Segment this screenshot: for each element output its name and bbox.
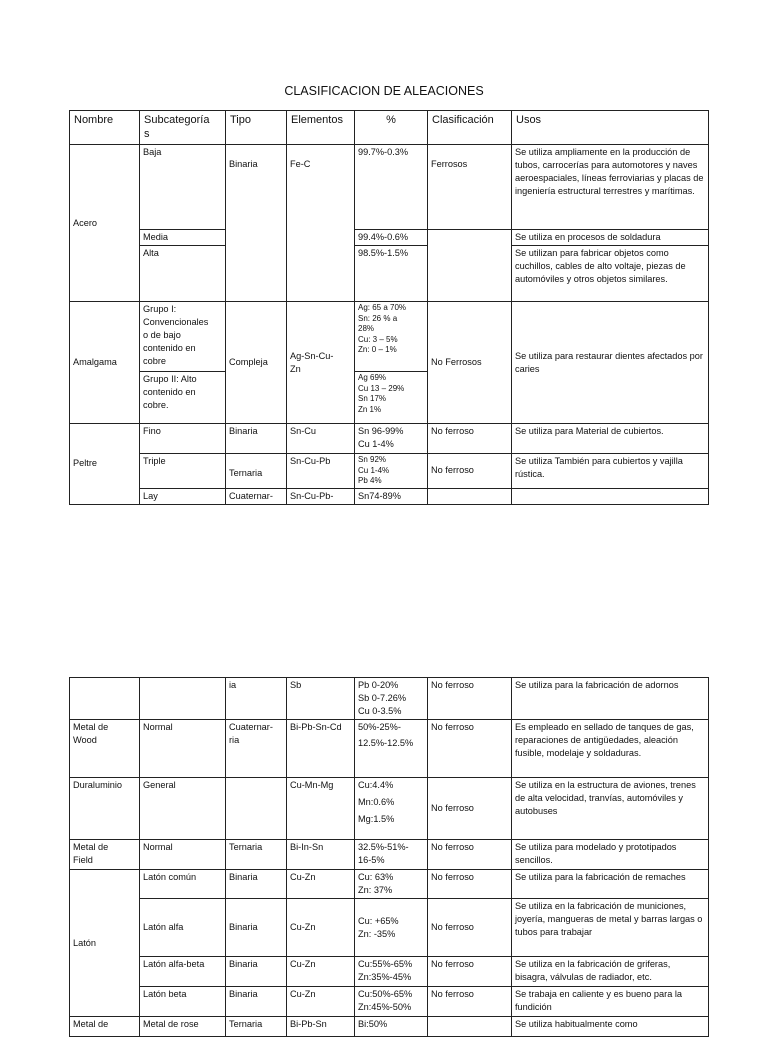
cell-pct: Sn 92% Cu 1-4% Pb 4% [355,454,428,489]
header-tipo: Tipo [226,111,287,145]
cell-usos: Se utilizan para fabricar objetos como cuchillos, cables de alto voltaje, piezas de automóviles y otros objetos similares. [512,246,709,302]
cell-pct: 99.7%-0.3% [355,145,428,230]
cell-clasificacion [428,1017,512,1037]
cell-pct: Bi:50% [355,1017,428,1037]
cell-pct: Cu:50%-65% Zn:45%-50% [355,987,428,1017]
cell-clasificacion [428,145,512,230]
cell-tipo: Binaria [226,870,287,899]
cell-tipo: ia [226,678,287,720]
cell-clasificacion: No ferroso [428,720,512,778]
table-row [70,870,709,899]
cell-pct: 98.5%-1.5% [355,246,428,302]
cell-clasificacion: No ferroso [428,424,512,454]
alloy-table-page-2 [69,677,709,1037]
cell-nombre: Duraluminio [70,778,140,840]
cell-tipo: Cuaternar- [226,488,287,504]
table-row [70,302,709,372]
table-row [70,145,709,230]
cell-usos: Se utiliza para Material de cubiertos. [512,424,709,454]
header-pct: % [355,111,428,145]
header-nombre: Nombre [70,111,140,145]
cell-nombre: Amalgama [70,302,140,424]
cell-pct: Pb 0-20% Sb 0-7.26% Cu 0-3.5% [355,678,428,720]
cell-pct: Cu: +65% Zn: -35% [355,899,428,957]
cell-sub: Alta [140,246,226,302]
cell-elementos: Sn-Cu [287,424,355,454]
cell-usos: Se utiliza para restaurar dientes afectados por caries [512,302,709,424]
cell-nombre-empty [70,678,140,720]
table-row [70,899,709,957]
cell-sub: Latón alfa-beta [140,957,226,987]
cell-nombre: Acero [70,145,140,302]
document-title: CLASIFICACION DE ALEACIONES [284,84,484,98]
table-row [70,778,709,840]
cell-tipo: Compleja [226,302,287,424]
cell-tipo: Ternaria [226,840,287,870]
cell-usos: Se utiliza en la fabricación de municiones, joyería, mangueras de metal y barras largas o tubos para trabajar [512,899,709,957]
cell-sub: Triple [140,454,226,489]
cell-sub: Media [140,230,226,246]
cell-pct: Sn74-89% [355,488,428,504]
header-usos: Usos [512,111,709,145]
cell-usos: Se utiliza en la fabricación de griferas, bisagra, válvulas de radiador, etc. [512,957,709,987]
table-row [70,454,709,489]
cell-pct: 99.4%-0.6% [355,230,428,246]
cell-usos: Se utiliza ampliamente en la producción de tubos, carrocerías para automotores y naves aeroespaciales, líneas ferroviarias y placas de ingeniería estructural terrestres y marítimas. [512,145,709,230]
cell-elementos: Bi-Pb-Sn [287,1017,355,1037]
table-row [70,1017,709,1037]
table-row [70,987,709,1017]
cell-pct: 32.5%-51%- 16-5% [355,840,428,870]
cell-sub: Latón alfa [140,899,226,957]
tipo-text: Binaria [229,159,258,169]
cell-tipo [226,145,287,302]
elementos-text: Fe-C [290,159,311,169]
cell-tipo: Cuaternar- ria [226,720,287,778]
cell-sub: Baja [140,145,226,230]
cell-elementos: Sb [287,678,355,720]
cell-elementos: Cu-Zn [287,870,355,899]
cell-pct: Cu:4.4% Mn:0.6% Mg:1.5% [355,778,428,840]
cell-tipo [226,778,287,840]
cell-sub: Normal [140,840,226,870]
clasificacion-text: Ferrosos [431,159,468,169]
cell-elementos: Sn-Cu-Pb- [287,488,355,504]
cell-pct: 50%-25%- 12.5%-12.5% [355,720,428,778]
cell-clasificacion-empty [428,230,512,302]
cell-usos: Se utiliza para la fabricación de adornos [512,678,709,720]
cell-clasificacion: No Ferrosos [428,302,512,424]
cell-pct: Cu: 63% Zn: 37% [355,870,428,899]
alloy-table-page-1 [69,110,709,505]
cell-tipo: Binaria [226,424,287,454]
cell-elementos: Cu-Mn-Mg [287,778,355,840]
cell-elementos [287,145,355,302]
cell-elementos: Ag-Sn-Cu- Zn [287,302,355,424]
cell-usos: Se utiliza habitualmente como [512,1017,709,1037]
header-elementos: Elementos [287,111,355,145]
cell-elementos: Cu-Zn [287,987,355,1017]
cell-usos: Se utiliza para la fabricación de remaches [512,870,709,899]
cell-nombre: Latón [70,870,140,1017]
cell-usos: Se utiliza También para cubiertos y vajilla rústica. [512,454,709,489]
cell-clasificacion: No ferroso [428,840,512,870]
cell-tipo: Ternaria [226,1017,287,1037]
cell-elementos: Cu-Zn [287,957,355,987]
cell-usos: Se utiliza en la estructura de aviones, trenes de alta velocidad, tranvías, automóviles y autobuses [512,778,709,840]
table-row [70,678,709,720]
cell-elementos: Sn-Cu-Pb [287,454,355,489]
cell-sub: Lay [140,488,226,504]
cell-sub: Latón común [140,870,226,899]
header-row [70,111,709,145]
header-clasificacion: Clasificación [428,111,512,145]
cell-nombre: Metal de [70,1017,140,1037]
cell-nombre: Peltre [70,424,140,505]
cell-clasificacion: No ferroso [428,454,512,489]
cell-tipo: Binaria [226,957,287,987]
cell-usos-empty [512,488,709,504]
table-row [70,424,709,454]
cell-pct: Sn 96-99% Cu 1-4% [355,424,428,454]
table-row [70,230,709,246]
cell-pct: Cu:55%-65% Zn:35%-45% [355,957,428,987]
cell-sub: Normal [140,720,226,778]
cell-pct: Ag: 65 a 70% Sn: 26 % a 28% Cu: 3 – 5% Zn: 0 – 1% [355,302,428,372]
tipo-text: Ternaria [229,468,263,478]
cell-clasificacion: No ferroso [428,987,512,1017]
table-row [70,246,709,302]
cell-elementos: Bi-Pb-Sn-Cd [287,720,355,778]
cell-clasificacion: No ferroso [428,678,512,720]
cell-clasificacion: No ferroso [428,957,512,987]
cell-clasificacion: No ferroso [428,899,512,957]
cell-sub: Fino [140,424,226,454]
cell-sub: General [140,778,226,840]
cell-elementos: Cu-Zn [287,899,355,957]
cell-nombre: Metal de Field [70,840,140,870]
cell-clasificacion: No ferroso [428,778,512,840]
cell-usos: Se utiliza para modelado y prototipados sencillos. [512,840,709,870]
table-row [70,488,709,504]
cell-elementos: Bi-In-Sn [287,840,355,870]
table-row [70,720,709,778]
cell-pct: Ag 69% Cu 13 – 29% Sn 17% Zn 1% [355,372,428,424]
cell-usos: Es empleado en sellado de tanques de gas, reparaciones de antigüedades, aleación fusible, modelaje y soldaduras. [512,720,709,778]
cell-nombre: Metal de Wood [70,720,140,778]
header-subcategoria: Subcategoría s [140,111,226,145]
cell-usos: Se utiliza en procesos de soldadura [512,230,709,246]
cell-tipo [226,454,287,489]
cell-sub: Grupo II: Alto contenido en cobre. [140,372,226,424]
cell-sub: Latón beta [140,987,226,1017]
cell-sub-empty [140,678,226,720]
cell-tipo: Binaria [226,899,287,957]
table-row [70,957,709,987]
cell-usos: Se trabaja en caliente y es bueno para la fundición [512,987,709,1017]
table-row [70,840,709,870]
cell-clasificacion: No ferroso [428,870,512,899]
cell-sub: Metal de rose [140,1017,226,1037]
cell-clasificacion-empty [428,488,512,504]
cell-tipo: Binaria [226,987,287,1017]
cell-sub: Grupo I: Convencionales o de bajo contenido en cobre [140,302,226,372]
